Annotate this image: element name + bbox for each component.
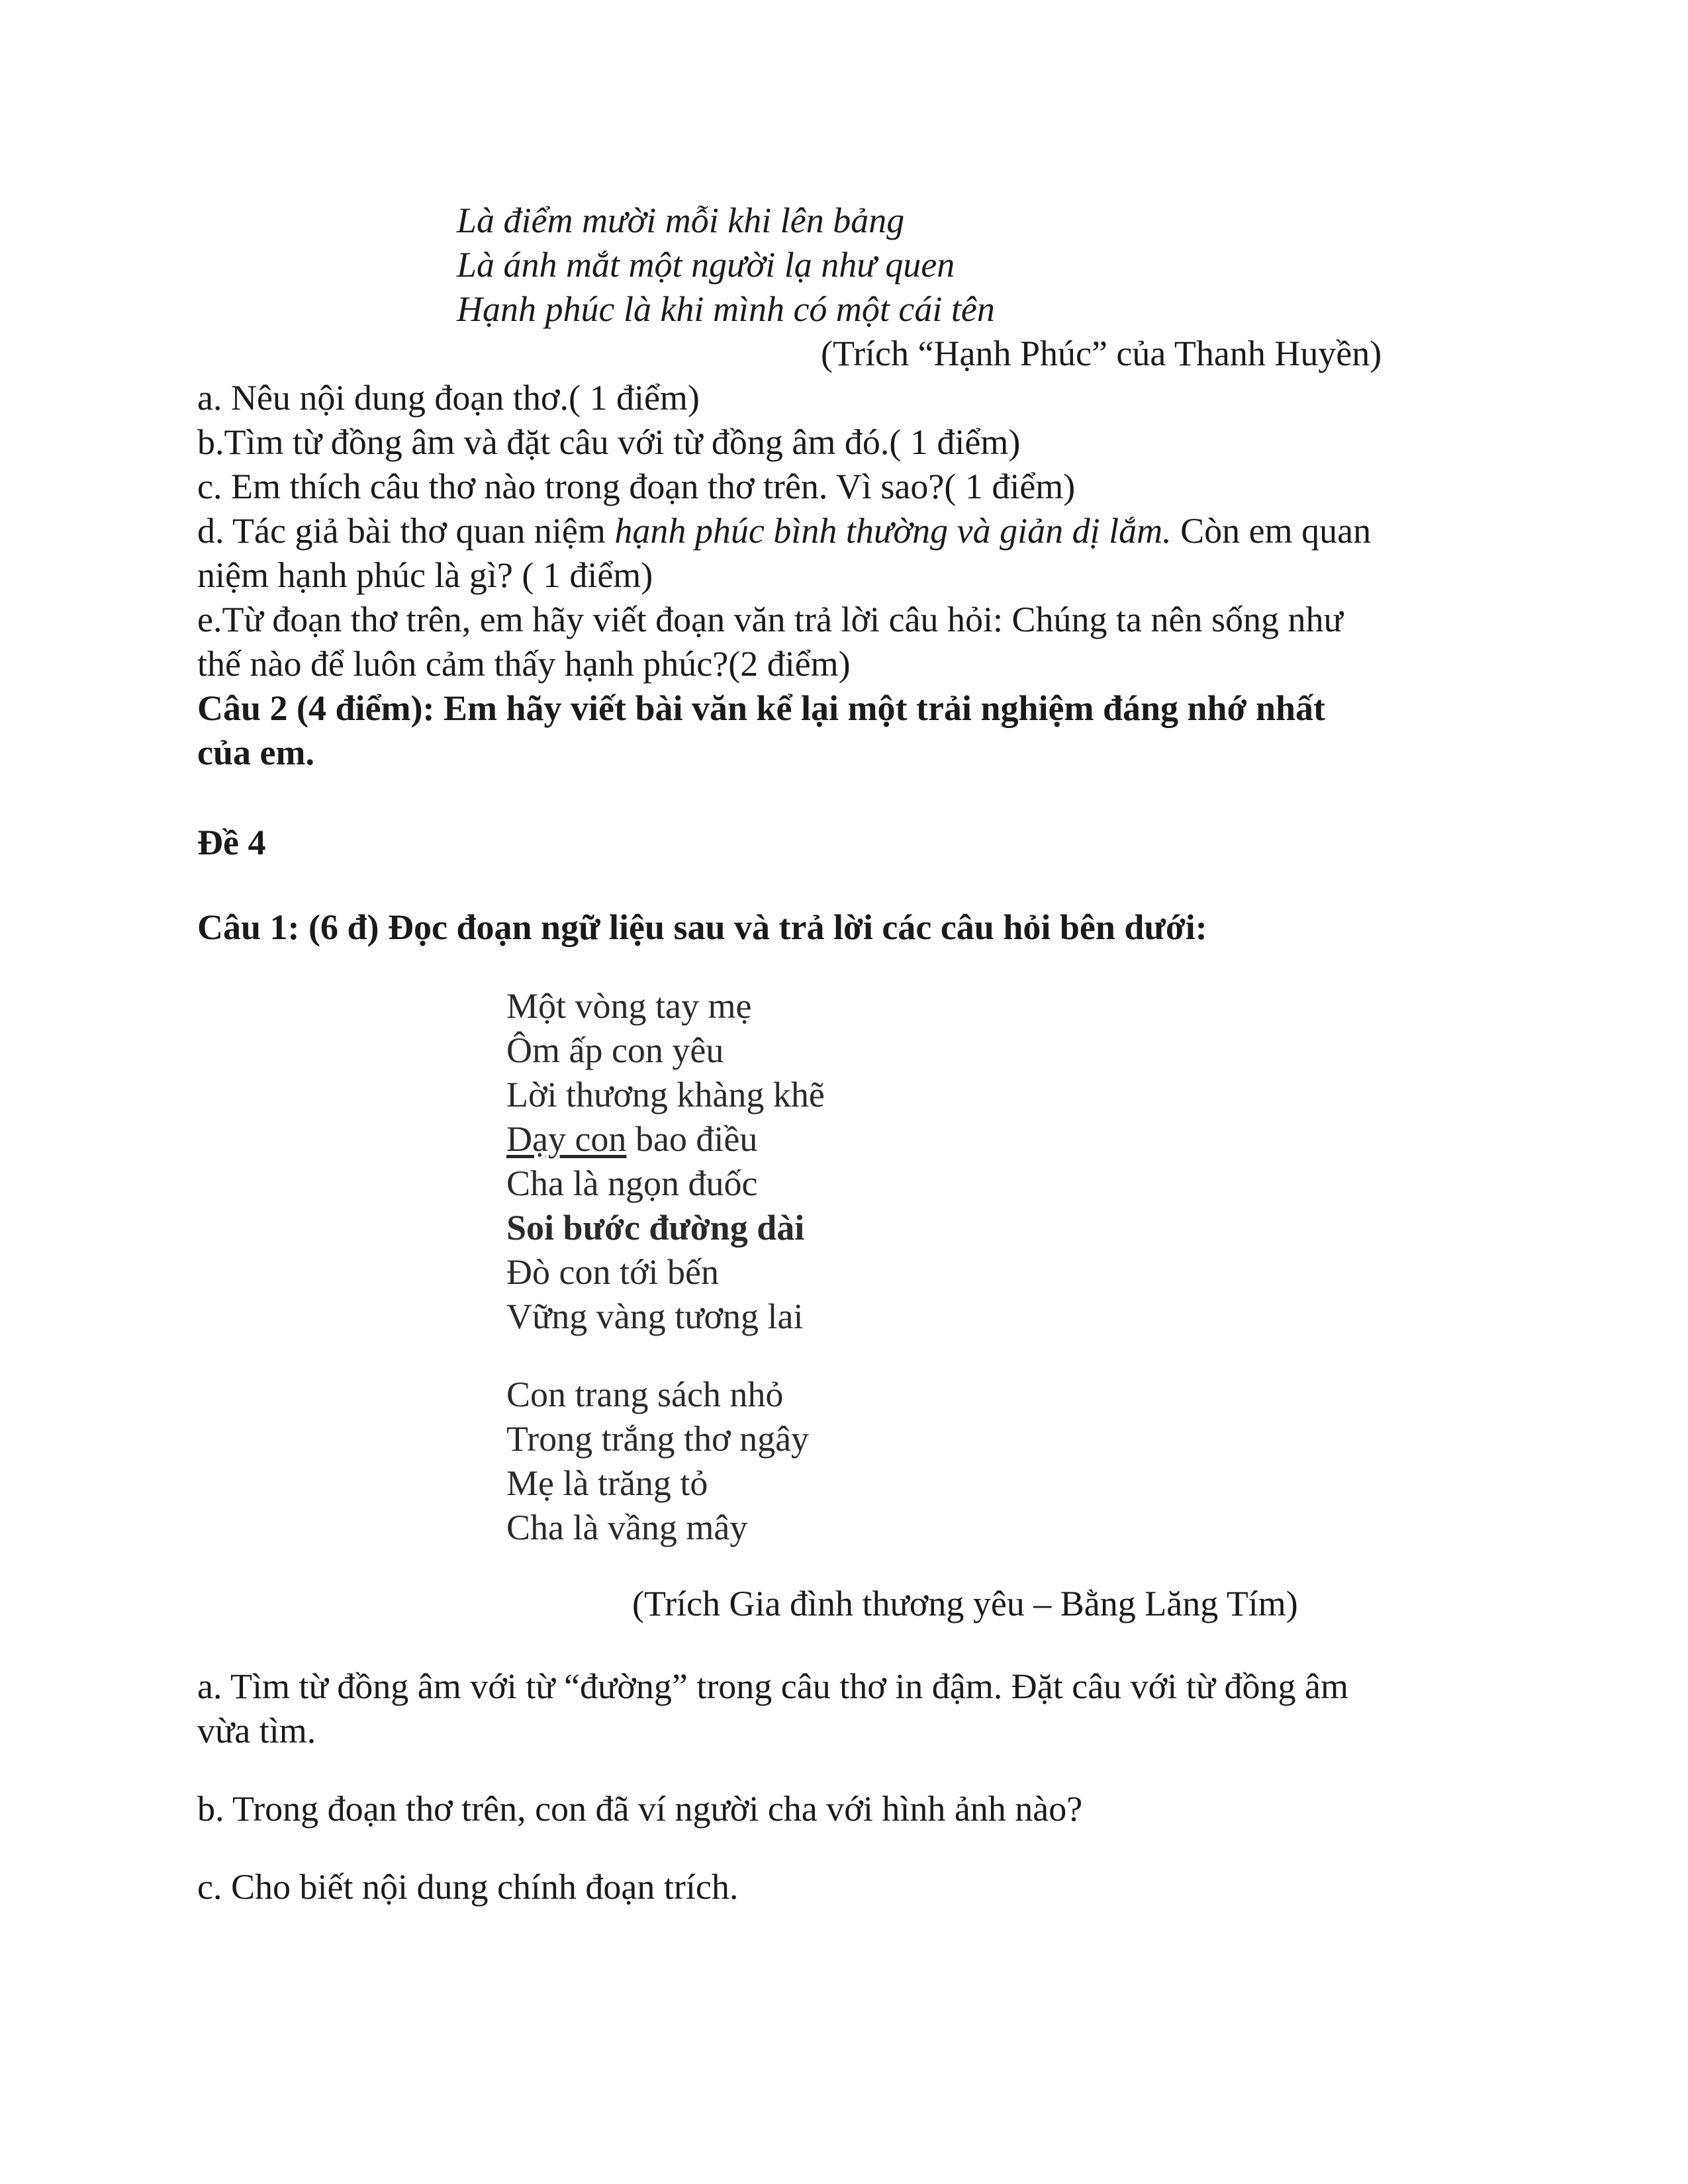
poem-main-source: (Trích Gia đình thương yêu – Bằng Lăng Tím)	[632, 1584, 1298, 1623]
poem-line-1: Một vòng tay mẹ	[506, 986, 752, 1026]
question-d-italic: hạnh phúc bình thường và giản dị lắm.	[614, 511, 1172, 551]
poem-line-8: Vững vàng tương lai	[506, 1297, 804, 1336]
poem-line-2: Ôm ấp con yêu	[506, 1030, 724, 1070]
poem-stanza2-line-2: Trong trắng thơ ngây	[506, 1419, 810, 1459]
poem-line-4	[506, 1117, 757, 1161]
poem-top-source: (Trích “Hạnh Phúc” của Thanh Huyền)	[821, 334, 1382, 373]
question-d-prefix: d. Tác giả bài thơ quan niệm	[197, 511, 615, 551]
poem-line-4-rest: bao điều	[626, 1119, 758, 1159]
poem-line-3: Lời thương khàng khẽ	[506, 1075, 825, 1115]
question-a-line-2: vừa tìm.	[197, 1711, 316, 1751]
question-d-suffix: Còn em quan	[1171, 511, 1372, 551]
de4-heading: Đề 4	[197, 823, 266, 862]
question-a-line-1: a. Tìm từ đồng âm với từ “đường” trong câu thơ in đậm. Đặt câu với từ đồng âm	[197, 1666, 1348, 1706]
poem-top-line-1: Là điểm mười mỗi khi lên bảng	[457, 201, 905, 240]
cau2-line-1: Câu 2 (4 điểm): Em hãy viết bài văn kể lại một trải nghiệm đáng nhớ nhất	[197, 688, 1326, 728]
question-b-top: b.Tìm từ đồng âm và đặt câu với từ đồng âm đó.( 1 điểm)	[197, 422, 1021, 462]
question-c-bottom: c. Cho biết nội dung chính đoạn trích.	[197, 1867, 739, 1907]
poem-stanza2-line-1: Con trang sách nhỏ	[506, 1375, 784, 1414]
poem-line-4-underlined: Dạy con	[506, 1119, 627, 1159]
poem-top-line-3: Hạnh phúc là khi mình có một cái tên	[457, 289, 995, 329]
cau2-line-2: của em.	[197, 733, 314, 772]
poem-top-line-2: Là ánh mắt một người lạ như quen	[457, 245, 955, 285]
poem-stanza2-line-4: Cha là vầng mây	[506, 1508, 748, 1547]
de4-cau1: Câu 1: (6 đ) Đọc đoạn ngữ liệu sau và trả lời các câu hỏi bên dưới:	[197, 907, 1207, 947]
question-d-top	[197, 509, 1371, 553]
question-a-top: a. Nêu nội dung đoạn thơ.( 1 điểm)	[197, 378, 700, 418]
poem-line-7: Đò con tới bến	[506, 1252, 719, 1292]
question-e-line-1: e.Từ đoạn thơ trên, em hãy viết đoạn văn trả lời câu hỏi: Chúng ta nên sống như	[197, 600, 1343, 639]
poem-line-6-bold: Soi bước đường dài	[506, 1208, 805, 1248]
poem-line-5: Cha là ngọn đuốc	[506, 1163, 758, 1203]
question-e-line-2: thế nào để luôn cảm thấy hạnh phúc?(2 điểm)	[197, 644, 851, 684]
question-d-line-2: niệm hạnh phúc là gì? ( 1 điểm)	[197, 555, 653, 595]
question-c-top: c. Em thích câu thơ nào trong đoạn thơ trên. Vì sao?( 1 điểm)	[197, 467, 1076, 506]
poem-stanza2-line-3: Mẹ là trăng tỏ	[506, 1463, 708, 1503]
question-b-bottom: b. Trong đoạn thơ trên, con đã ví người cha với hình ảnh nào?	[197, 1789, 1083, 1829]
